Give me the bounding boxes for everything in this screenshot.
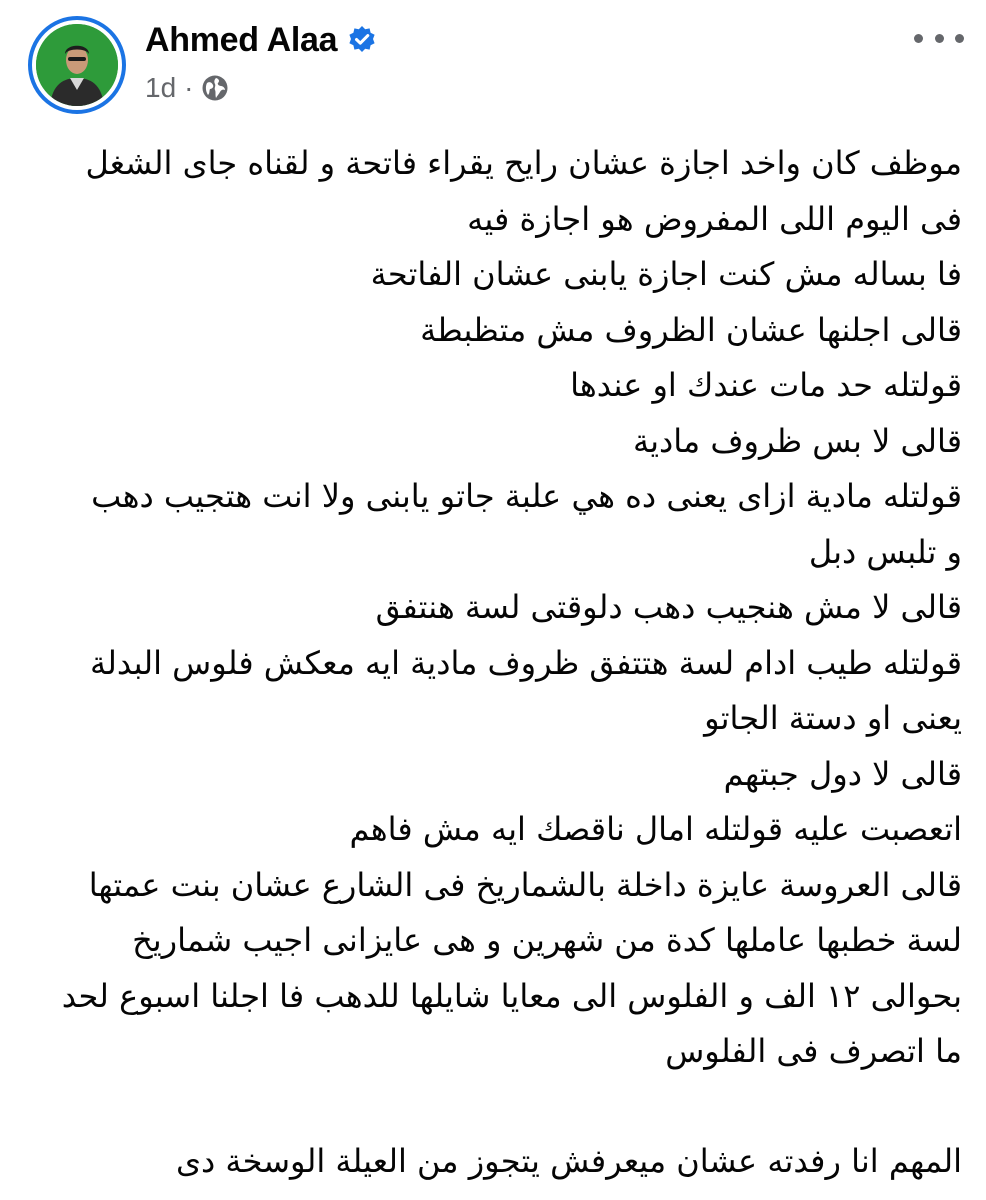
post-line: قولتله حد مات عندك او عندها [570, 366, 962, 404]
post-body [22, 136, 962, 1189]
post-line: و تلبس دبل [808, 532, 962, 571]
more-dot-icon [955, 34, 964, 43]
post-line: لسة خطبها عاملها كدة من شهرين و هى عايزانى اجيب شماريخ [132, 921, 962, 959]
more-dot-icon [935, 34, 944, 43]
verified-badge-icon [347, 25, 377, 55]
timestamp[interactable]: 1d [145, 72, 177, 103]
post-line: يعنى او دستة الجاتو [704, 699, 962, 737]
profile-photo [36, 24, 118, 106]
post-line: قولتله طيب ادام لسة هتتفق ظروف مادية ايه معكش فلوس البدلة [89, 643, 962, 682]
post-line: قالى لا بس ظروف مادية [632, 421, 962, 460]
post-line: قولتله مادية ازاى يعنى ده هي علبة جاتو يابنى ولا انت هتجيب دهب [91, 477, 962, 515]
author-row [145, 18, 377, 62]
post-line: قالى العروسة عايزة داخلة بالشماريخ فى الشارع عشان بنت عمتها [88, 865, 962, 904]
person-silhouette-icon [36, 24, 118, 106]
more-dot-icon [914, 34, 923, 43]
post-line: بحوالى ١٢ الف و الفلوس الى معايا شايلها للدهب فا اجلنا اسبوع لحد [61, 976, 962, 1015]
post-line: اتعصبت عليه قولتله امال ناقصك ايه مش فاهم [349, 810, 962, 848]
more-options-button[interactable] [914, 24, 964, 52]
post-closing-line: المهم انا رفدته عشان ميعرفش يتجوز من العيلة الوسخة دى [175, 1141, 962, 1180]
globe-icon[interactable] [201, 74, 229, 102]
post-line: قالى اجلنها عشان الظروف مش متظبطة [420, 310, 962, 349]
avatar[interactable] [28, 16, 126, 114]
post-line: فا بساله مش كنت اجازة يابنى عشان الفاتحة [370, 255, 962, 293]
post-line: قالى لا مش هنجيب دهب دلوقتى لسة هنتفق [375, 588, 962, 626]
post-header [0, 0, 986, 130]
post-line: فى اليوم اللى المفروض هو اجازة فيه [467, 199, 962, 238]
post-line: قالى لا دول جبتهم [723, 754, 962, 793]
post-line: موظف كان واخد اجازة عشان رايح يقراء فاتحة و لقناه جاى الشغل [85, 144, 962, 182]
author-name[interactable]: Ahmed Alaa [145, 20, 338, 59]
post-line: ما اتصرف فى الفلوس [665, 1032, 962, 1070]
post-meta [145, 70, 229, 106]
meta-separator: · [184, 72, 194, 103]
